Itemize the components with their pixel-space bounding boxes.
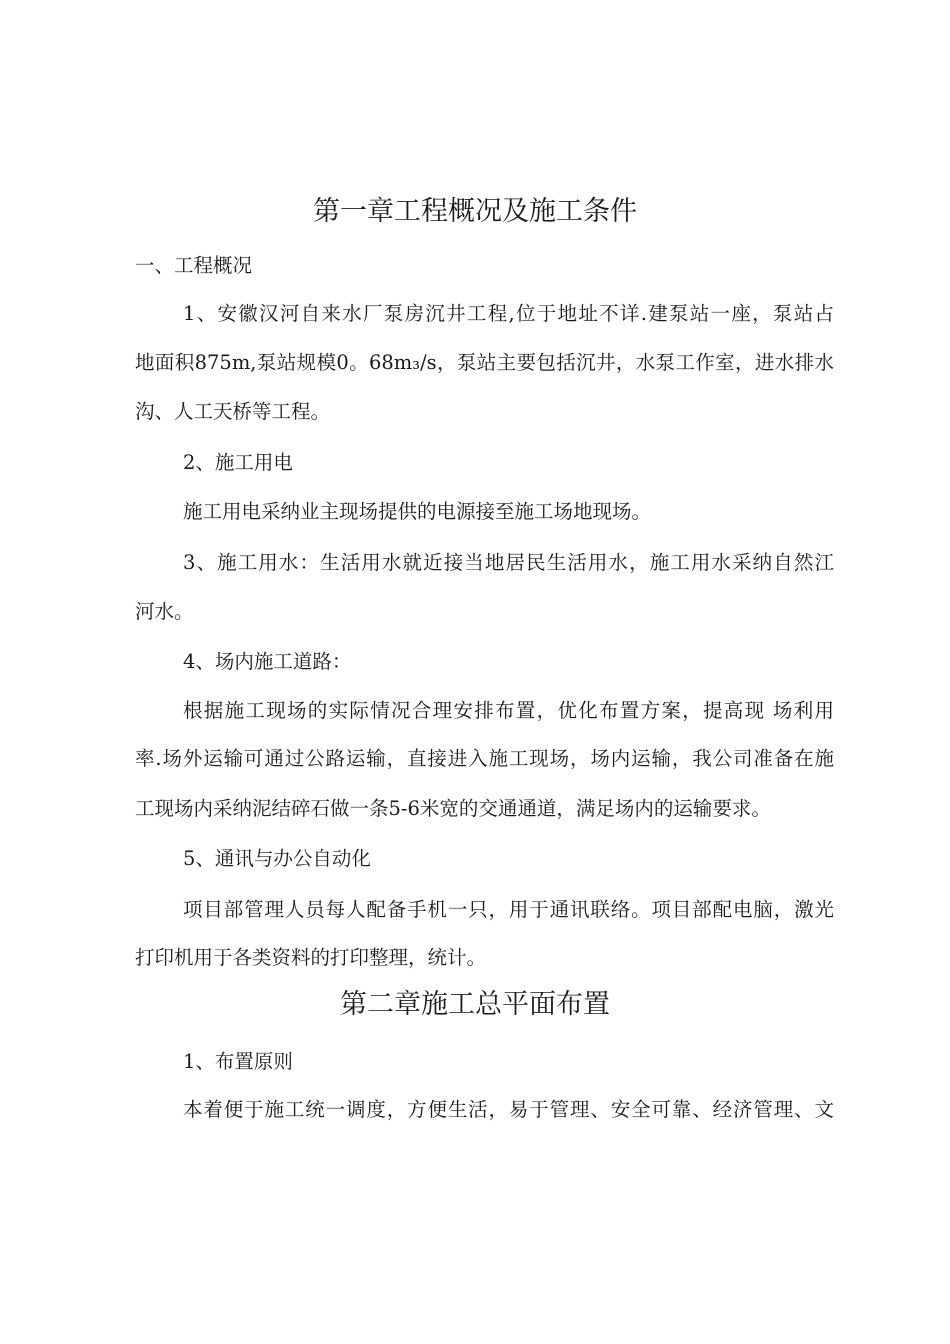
section-heading-overview: 一、工程概况 <box>135 254 253 277</box>
item1-line-3: 沟、人工天桥等工程。 <box>135 400 331 423</box>
item4-line-1: 根据施工现场的实际情况合理安排布置，优化布置方案，提高现 场利用 <box>183 699 834 722</box>
item2-body: 施工用电采纳业主现场提供的电源接至施工场地现场。 <box>183 500 652 523</box>
item4-line-3: 工现场内采纳泥结碎石做一条5-6米宽的交通通道，满足场内的运输要求。 <box>135 797 771 820</box>
chapter2-item1-heading: 1、布置原则 <box>183 1050 293 1073</box>
chapter-2-title: 第二章施工总平面布置 <box>340 989 610 1020</box>
item1-line-2: 地面积875m,泵站规模0。68m₃/s，泵站主要包括沉井，水泵工作室，进水排水 <box>135 351 834 374</box>
item5-line-1: 项目部管理人员每人配备手机一只，用于通讯联络。项目部配电脑，激光 <box>183 898 834 921</box>
item5-line-2: 打印机用于各类资料的打印整理，统计。 <box>135 946 487 969</box>
item5-heading: 5、通讯与办公自动化 <box>183 847 371 870</box>
item2-heading: 2、施工用电 <box>183 451 293 474</box>
chapter-1-title: 第一章工程概况及施工条件 <box>313 196 637 227</box>
item4-heading: 4、场内施工道路： <box>183 650 352 673</box>
item1-line-1: 1、安徽汉河自来水厂泵房沉井工程,位于地址不详.建泵站一座，泵站占 <box>183 302 834 325</box>
item4-line-2: 率.场外运输可通过公路运输，直接进入施工现场，场内运输，我公司准备在施 <box>135 747 834 770</box>
item3-line-2: 河水。 <box>135 600 194 623</box>
item3-line-1: 3、施工用水：生活用水就近接当地居民生活用水，施工用水采纳自然江 <box>183 551 834 574</box>
chapter2-item1-line-1: 本着便于施工统一调度，方便生活，易于管理、安全可靠、经济管理、文 <box>183 1098 834 1121</box>
